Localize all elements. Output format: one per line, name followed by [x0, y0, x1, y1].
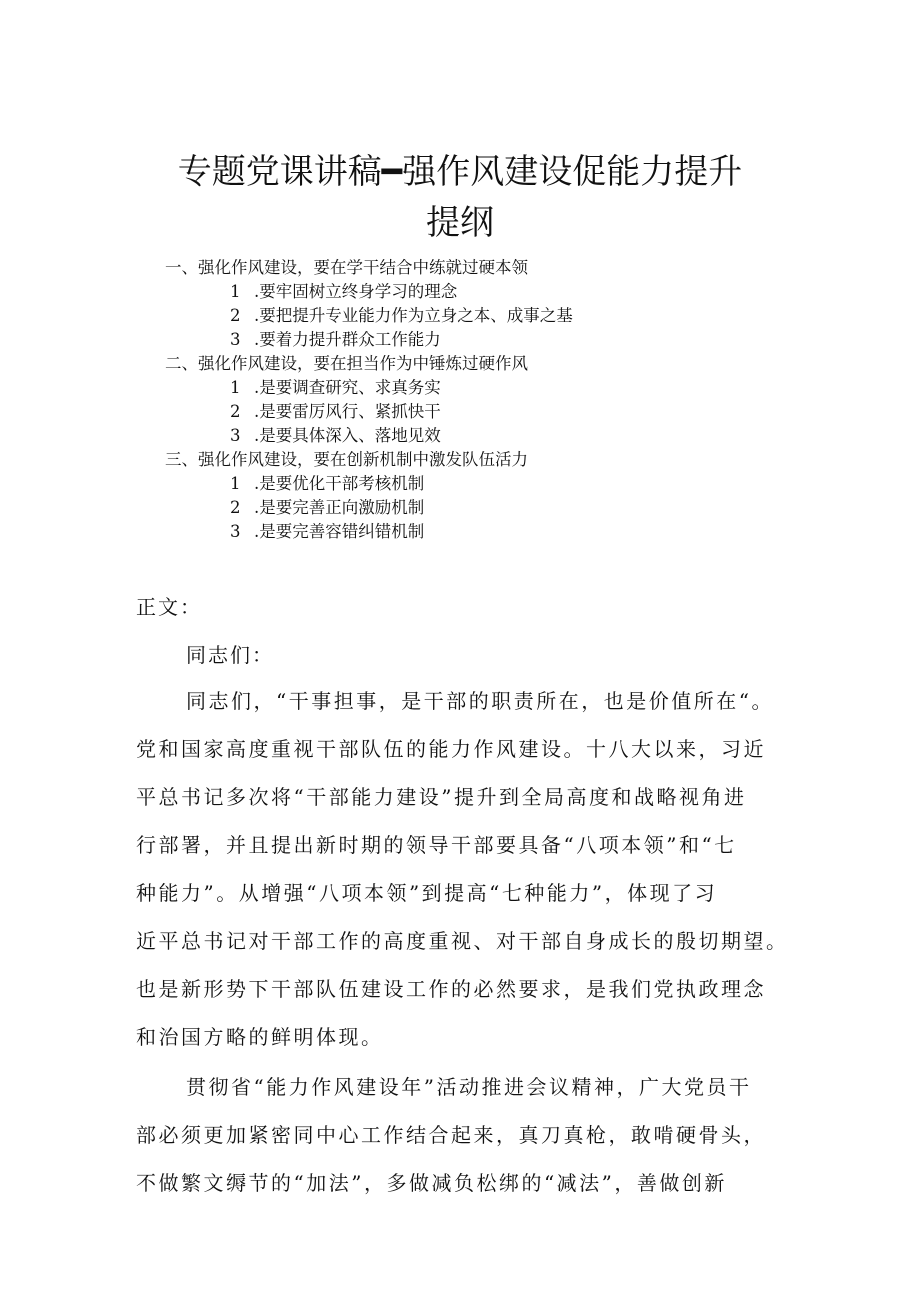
- outline-item-text: .是要优化干部考核机制: [254, 474, 425, 493]
- outline-item: [0, 472, 920, 496]
- outline-section-3: 三、强化作风建设，要在创新机制中激发队伍活力: [165, 450, 528, 469]
- paragraph-line: 近平总书记对干部工作的高度重视、对干部自身成长的殷切期望。: [136, 929, 789, 953]
- outline-item-text: .是要雷厉风行、紧抓快干: [254, 402, 441, 421]
- outline-item-number: 1: [230, 282, 241, 301]
- outline-item: [0, 400, 920, 424]
- outline-item-text: .要着力提升群众工作能力: [254, 330, 441, 349]
- outline-item-number: 1: [230, 378, 241, 397]
- paragraph-line: 贯彻省“能力作风建设年”活动推进会议精神，广大党员干: [186, 1075, 752, 1099]
- paragraph-line: 种能力”。从增强“八项本领”到提高“七种能力”，体现了习: [136, 881, 718, 905]
- paragraph-line: 部必须更加紧密同中心工作结合起来，真刀真枪，敢啃硬骨头，: [136, 1123, 766, 1147]
- outline-item-text: .要牢固树立终身学习的理念: [254, 282, 458, 301]
- paragraph-line: 平总书记多次将“干部能力建设”提升到全局高度和战略视角进: [136, 785, 747, 809]
- outline-item-text: .是要具体深入、落地见效: [254, 426, 441, 445]
- outline-item-number: 2: [230, 306, 241, 325]
- paragraph-1: [136, 677, 816, 1061]
- outline-item-number: 2: [230, 498, 241, 517]
- outline-item: [0, 424, 920, 448]
- title-line-1: 专题党课讲稿━强作风建设促能力提升: [177, 152, 743, 192]
- outline-item: [0, 376, 920, 400]
- outline-list: [0, 256, 920, 544]
- outline-item: [0, 304, 920, 328]
- paragraph-line: 也是新形势下干部队伍建设工作的必然要求，是我们党执政理念: [136, 977, 766, 1001]
- title-line-2: 提纲: [426, 203, 494, 243]
- paragraph-2: [136, 1063, 816, 1207]
- body-label: 正文：: [136, 595, 202, 619]
- outline-item-number: 2: [230, 402, 241, 421]
- outline-item-text: .要把提升专业能力作为立身之本、成事之基: [254, 306, 573, 325]
- outline-item-number: 3: [230, 426, 241, 445]
- salutation: 同志们：: [186, 643, 274, 667]
- paragraph-line: 同志们，“干事担事，是干部的职责所在，也是价值所在“。: [186, 689, 774, 713]
- outline-item-number: 1: [230, 474, 241, 493]
- outline-item-text: .是要调查研究、求真务实: [254, 378, 441, 397]
- outline-section-1: 一、强化作风建设，要在学干结合中练就过硬本领: [165, 258, 528, 277]
- outline-item: [0, 280, 920, 304]
- paragraph-line: 党和国家高度重视干部队伍的能力作风建设。十八大以来，习近: [136, 737, 766, 761]
- paragraph-line: 和治国方略的鲜明体现。: [136, 1025, 384, 1049]
- outline-item-text: .是要完善容错纠错机制: [254, 522, 425, 541]
- outline-item-number: 3: [230, 330, 241, 349]
- paragraph-line: 不做繁文缛节的“加法”，多做减负松绑的“减法”，善做创新: [136, 1171, 727, 1195]
- paragraph-line: 行部署，并且提出新时期的领导干部要具备“八项本领”和“七: [136, 833, 737, 857]
- outline-item: [0, 520, 920, 544]
- outline-item-number: 3: [230, 522, 241, 541]
- outline-section-2: 二、强化作风建设，要在担当作为中锤炼过硬作风: [165, 354, 528, 373]
- outline-item: [0, 496, 920, 520]
- outline-item: [0, 328, 920, 352]
- outline-item-text: .是要完善正向激励机制: [254, 498, 425, 517]
